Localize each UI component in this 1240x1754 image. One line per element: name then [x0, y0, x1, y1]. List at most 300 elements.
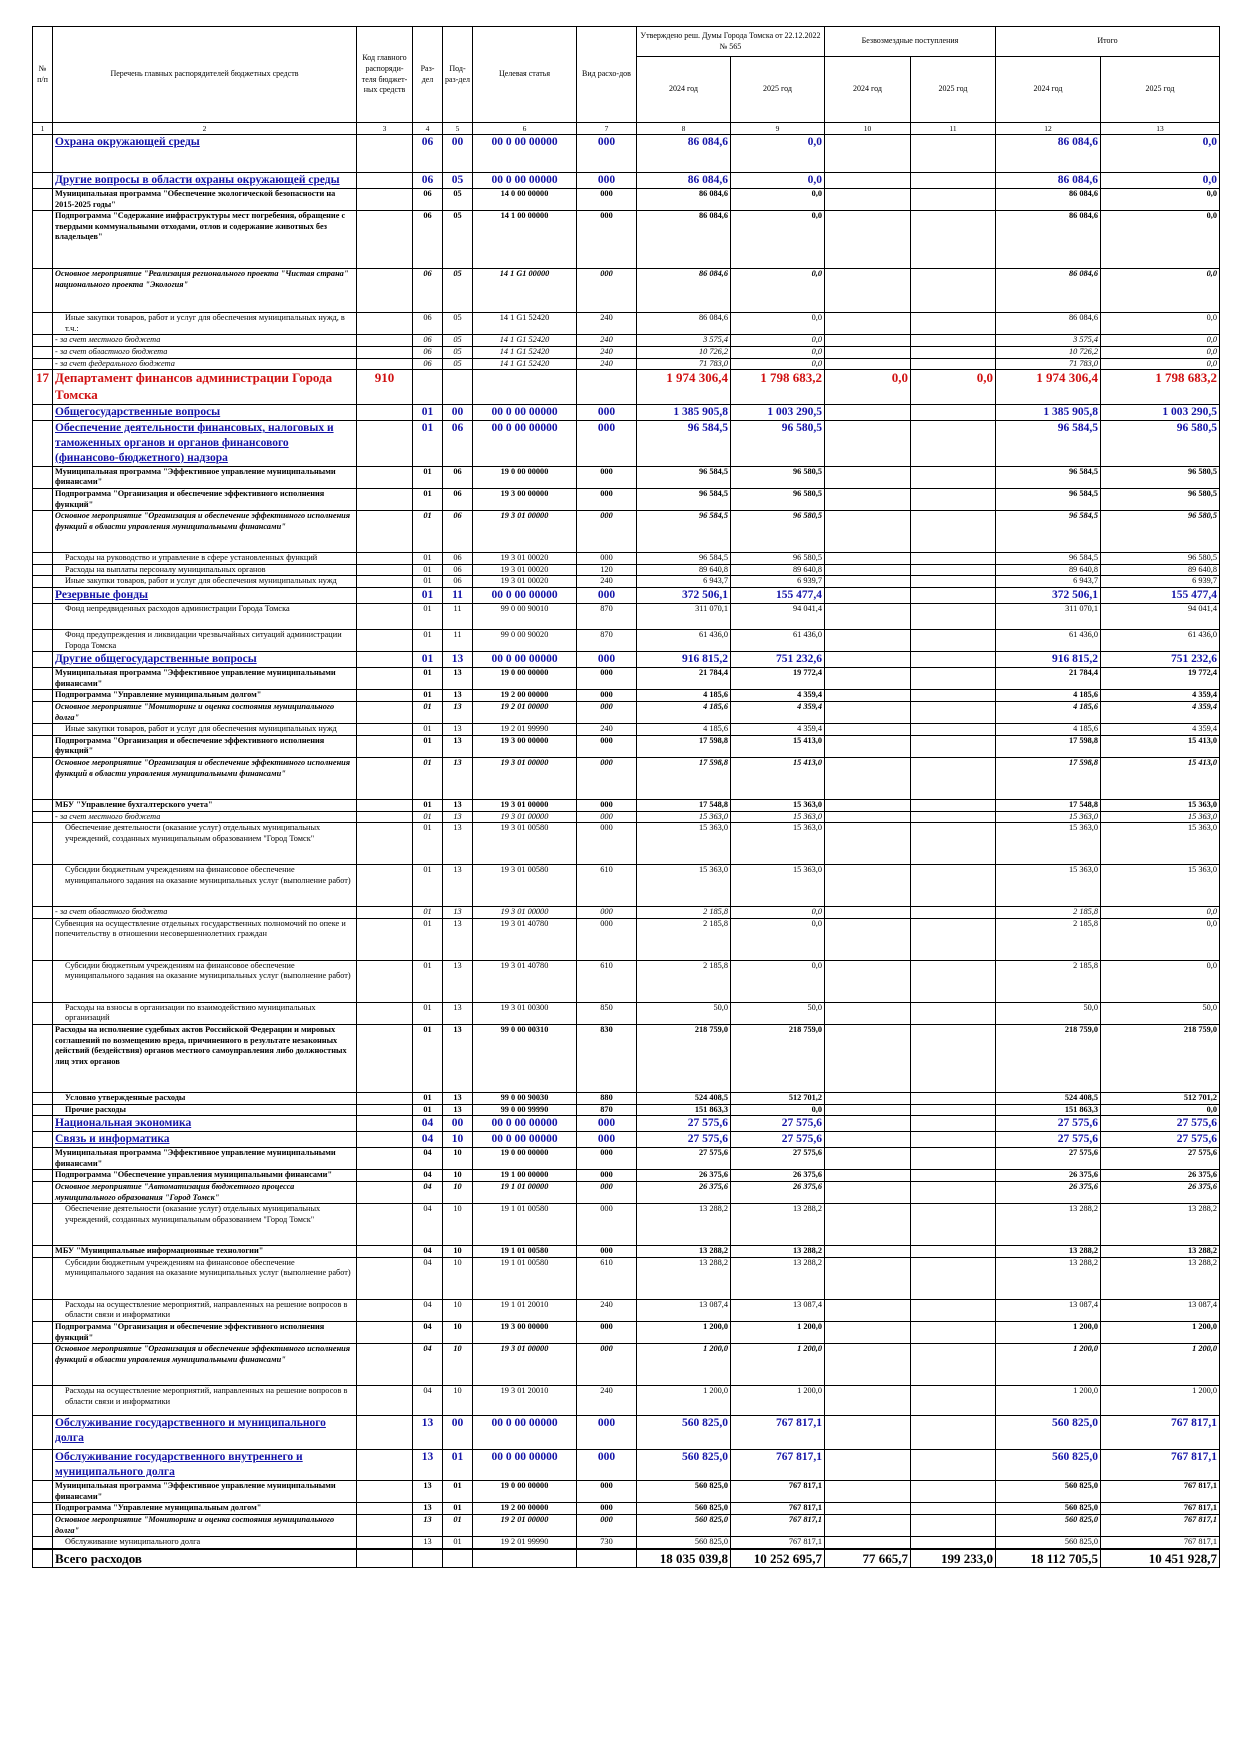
total-2025: 767 817,1 [1101, 1481, 1220, 1503]
free-2024 [825, 1537, 911, 1549]
gr-code [357, 1025, 413, 1093]
approved-2025: 0,0 [731, 313, 825, 335]
free-2025 [911, 735, 996, 757]
podrazdel: 05 [443, 335, 473, 347]
razdel: 01 [413, 488, 443, 510]
free-2024 [825, 420, 911, 466]
target-article: 00 0 00 00000 [473, 588, 577, 604]
gr-code [357, 404, 413, 420]
expense-type: 240 [577, 1386, 637, 1416]
podrazdel: 05 [443, 346, 473, 358]
col-number: 8 [637, 123, 731, 135]
approved-2025: 0,0 [731, 188, 825, 210]
approved-2025: 155 477,4 [731, 588, 825, 604]
free-2025 [911, 603, 996, 629]
target-article: 19 2 00 00000 [473, 690, 577, 702]
row-name: Подпрограмма "Содержание инфраструктуры мест погребения, обращение с твердыми коммунальными отходами, отлов и содержание животных без владельцев" [53, 211, 357, 269]
row-name: Охрана окружающей среды [53, 135, 357, 173]
podrazdel: 10 [443, 1299, 473, 1321]
target-article: 19 3 00 00000 [473, 488, 577, 510]
free-2024 [825, 603, 911, 629]
table-row [33, 1503, 1220, 1515]
approved-2024: 50,0 [637, 1002, 731, 1024]
total-2024: 27 575,6 [996, 1148, 1101, 1170]
row-name: Фонд непредвиденных расходов администрации Города Томска [53, 603, 357, 629]
table-row [33, 1514, 1220, 1536]
table-row [33, 488, 1220, 510]
gr-code [357, 346, 413, 358]
razdel: 06 [413, 173, 443, 189]
row-name: МБУ "Управление бухгалтерского учета" [53, 799, 357, 811]
free-2025 [911, 1450, 996, 1481]
row-name: - за счет областного бюджета [53, 346, 357, 358]
gr-code [357, 757, 413, 799]
gr-code [357, 918, 413, 960]
col-number: 7 [577, 123, 637, 135]
podrazdel: 00 [443, 404, 473, 420]
free-2025 [911, 1257, 996, 1299]
gr-code [357, 823, 413, 865]
total-2025: 15 363,0 [1101, 811, 1220, 823]
free-2024 [825, 1344, 911, 1386]
row-name: Подпрограмма "Обеспечение управления муниципальными финансами" [53, 1170, 357, 1182]
free-2024 [825, 735, 911, 757]
table-row [33, 799, 1220, 811]
row-name: Другие вопросы в области охраны окружающей среды [53, 173, 357, 189]
approved-2024: 61 436,0 [637, 629, 731, 651]
header-razdel: Раз-дел [413, 27, 443, 123]
total-2025: 13 288,2 [1101, 1246, 1220, 1258]
free-2024 [825, 757, 911, 799]
total-2025: 0,0 [1101, 960, 1220, 1002]
approved-2025: 96 580,5 [731, 511, 825, 553]
row-number [33, 466, 53, 488]
razdel: 01 [413, 1025, 443, 1093]
total-2024: 311 070,1 [996, 603, 1101, 629]
free-2025 [911, 701, 996, 723]
approved-2025: 0,0 [731, 346, 825, 358]
podrazdel: 05 [443, 358, 473, 370]
free-2025 [911, 724, 996, 736]
gr-code [357, 1386, 413, 1416]
row-number [33, 799, 53, 811]
target-article: 19 3 01 00020 [473, 564, 577, 576]
gr-code [357, 335, 413, 347]
approved-2024: 524 408,5 [637, 1093, 731, 1105]
podrazdel: 13 [443, 865, 473, 907]
row-number [33, 420, 53, 466]
approved-2025: 19 772,4 [731, 668, 825, 690]
free-2025 [911, 1204, 996, 1246]
row-number [33, 404, 53, 420]
razdel: 01 [413, 724, 443, 736]
approved-2024: 2 185,8 [637, 918, 731, 960]
razdel: 04 [413, 1344, 443, 1386]
table-row [33, 1416, 1220, 1450]
approved-2024: 27 575,6 [637, 1132, 731, 1148]
approved-2024: 86 084,6 [637, 135, 731, 173]
row-number [33, 652, 53, 668]
gr-code [357, 907, 413, 919]
row-name: Подпрограмма "Организация и обеспечение эффективного исполнения функций" [53, 1321, 357, 1343]
total-2025: 0,0 [1101, 211, 1220, 269]
expense-type: 240 [577, 335, 637, 347]
podrazdel: 06 [443, 553, 473, 565]
approved-2025: 1 003 290,5 [731, 404, 825, 420]
gr-code [357, 1416, 413, 1450]
free-2024 [825, 553, 911, 565]
total-2024: 560 825,0 [996, 1503, 1101, 1515]
approved-2025: 26 375,6 [731, 1181, 825, 1203]
free-2024 [825, 588, 911, 604]
approved-2024: 89 640,8 [637, 564, 731, 576]
total-2025: 0,0 [1101, 907, 1220, 919]
row-number [33, 173, 53, 189]
podrazdel: 13 [443, 724, 473, 736]
free-2025 [911, 629, 996, 651]
row-number [33, 1416, 53, 1450]
col-number: 11 [911, 123, 996, 135]
razdel: 06 [413, 188, 443, 210]
table-row [33, 211, 1220, 269]
approved-2025: 4 359,4 [731, 701, 825, 723]
total-2024: 6 943,7 [996, 576, 1101, 588]
expense-type: 000 [577, 211, 637, 269]
row-name: - за счет областного бюджета [53, 907, 357, 919]
target-article: 00 0 00 00000 [473, 404, 577, 420]
total-2025: 0,0 [1101, 188, 1220, 210]
target-article: 19 3 01 00020 [473, 576, 577, 588]
approved-2024: 96 584,5 [637, 488, 731, 510]
row-name: Всего расходов [53, 1549, 357, 1568]
razdel: 01 [413, 823, 443, 865]
free-2025 [911, 1170, 996, 1182]
target-article: 19 3 01 00000 [473, 907, 577, 919]
free-2024 [825, 1181, 911, 1203]
podrazdel: 01 [443, 1537, 473, 1549]
approved-2024: 15 363,0 [637, 823, 731, 865]
expense-type: 000 [577, 173, 637, 189]
expense-type: 000 [577, 757, 637, 799]
row-number [33, 1246, 53, 1258]
approved-2024: 1 200,0 [637, 1344, 731, 1386]
free-2025 [911, 1386, 996, 1416]
total-2025: 0,0 [1101, 346, 1220, 358]
approved-2024: 86 084,6 [637, 269, 731, 313]
podrazdel: 05 [443, 211, 473, 269]
free-2024 [825, 346, 911, 358]
table-row [33, 603, 1220, 629]
approved-2025: 767 817,1 [731, 1416, 825, 1450]
podrazdel: 10 [443, 1181, 473, 1203]
total-2024: 1 385 905,8 [996, 404, 1101, 420]
total-2025: 0,0 [1101, 135, 1220, 173]
expense-type: 000 [577, 907, 637, 919]
expense-type: 880 [577, 1093, 637, 1105]
target-article: 00 0 00 00000 [473, 1450, 577, 1481]
table-row [33, 188, 1220, 210]
row-name: Основное мероприятие "Мониторинг и оценка состояния муниципального долга" [53, 1514, 357, 1536]
target-article: 14 1 G1 52420 [473, 335, 577, 347]
free-2025 [911, 668, 996, 690]
approved-2025: 1 200,0 [731, 1321, 825, 1343]
row-name: Субсидии бюджетным учреждениям на финансовое обеспечение муниципального задания на оказание муниципальных услуг (выполнение работ) [53, 960, 357, 1002]
expense-type: 000 [577, 1503, 637, 1515]
total-2024: 524 408,5 [996, 1093, 1101, 1105]
free-2024 [825, 313, 911, 335]
expense-type: 000 [577, 690, 637, 702]
expense-type: 240 [577, 576, 637, 588]
approved-2024: 86 084,6 [637, 211, 731, 269]
target-article [473, 370, 577, 405]
table-row [33, 1299, 1220, 1321]
header-total: Итого [996, 27, 1220, 57]
row-number [33, 1386, 53, 1416]
approved-2025: 61 436,0 [731, 629, 825, 651]
free-2025 [911, 420, 996, 466]
target-article: 14 1 00 00000 [473, 211, 577, 269]
row-name: Иные закупки товаров, работ и услуг для обеспечения муниципальных нужд, в т.ч.: [53, 313, 357, 335]
gr-code [357, 269, 413, 313]
approved-2024: 96 584,5 [637, 553, 731, 565]
header-year: 2024 год [637, 57, 731, 123]
table-row [33, 1181, 1220, 1203]
gr-code [357, 629, 413, 651]
free-2024 [825, 1204, 911, 1246]
free-2025 [911, 313, 996, 335]
free-2024 [825, 1116, 911, 1132]
free-2024 [825, 188, 911, 210]
target-article: 14 1 G1 52420 [473, 313, 577, 335]
free-2024 [825, 1148, 911, 1170]
razdel: 13 [413, 1537, 443, 1549]
free-2025 [911, 1481, 996, 1503]
razdel: 13 [413, 1416, 443, 1450]
free-2025 [911, 1344, 996, 1386]
row-name: Муниципальная программа "Обеспечение экологической безопасности на 2015-2025 годы" [53, 188, 357, 210]
expense-type: 730 [577, 1537, 637, 1549]
expense-type: 870 [577, 603, 637, 629]
approved-2024: 18 035 039,8 [637, 1549, 731, 1568]
approved-2025: 96 580,5 [731, 553, 825, 565]
row-number [33, 553, 53, 565]
razdel: 04 [413, 1321, 443, 1343]
expense-type: 000 [577, 1148, 637, 1170]
free-2025 [911, 1514, 996, 1536]
podrazdel: 13 [443, 1093, 473, 1105]
total-2025: 61 436,0 [1101, 629, 1220, 651]
approved-2025: 767 817,1 [731, 1450, 825, 1481]
row-number [33, 1181, 53, 1203]
approved-2025: 0,0 [731, 960, 825, 1002]
table-row [33, 1025, 1220, 1093]
razdel: 01 [413, 907, 443, 919]
row-number [33, 1321, 53, 1343]
razdel: 01 [413, 799, 443, 811]
free-2025 [911, 907, 996, 919]
approved-2025: 89 640,8 [731, 564, 825, 576]
podrazdel: 01 [443, 1481, 473, 1503]
row-number [33, 211, 53, 269]
gr-code [357, 960, 413, 1002]
total-2024: 15 363,0 [996, 865, 1101, 907]
total-2024: 17 598,8 [996, 735, 1101, 757]
approved-2024: 10 726,2 [637, 346, 731, 358]
target-article: 99 0 00 90020 [473, 629, 577, 651]
approved-2025: 4 359,4 [731, 690, 825, 702]
free-2025 [911, 823, 996, 865]
expense-type: 870 [577, 1104, 637, 1116]
expense-type [577, 370, 637, 405]
row-name: Основное мероприятие "Реализация регионального проекта "Чистая страна" национального проекта "Экология" [53, 269, 357, 313]
razdel: 06 [413, 346, 443, 358]
free-2024 [825, 865, 911, 907]
expense-type: 240 [577, 1299, 637, 1321]
podrazdel: 10 [443, 1132, 473, 1148]
total-2025: 4 359,4 [1101, 701, 1220, 723]
gr-code [357, 553, 413, 565]
razdel: 01 [413, 603, 443, 629]
approved-2025: 0,0 [731, 173, 825, 189]
row-name: Обслуживание государственного и муниципального долга [53, 1416, 357, 1450]
total-2024: 560 825,0 [996, 1481, 1101, 1503]
approved-2025: 96 580,5 [731, 488, 825, 510]
row-name: Расходы на исполнение судебных актов Российской Федерации и мировых соглашений по возмещению вреда, причиненного в результате незаконных действий (бездействия) органов местного самоуправления либо должностных лиц этих органов [53, 1025, 357, 1093]
target-article: 14 1 G1 52420 [473, 358, 577, 370]
row-name: Основное мероприятие "Мониторинг и оценка состояния муниципального долга" [53, 701, 357, 723]
razdel: 01 [413, 564, 443, 576]
razdel: 04 [413, 1257, 443, 1299]
approved-2025: 27 575,6 [731, 1148, 825, 1170]
target-article: 19 0 00 00000 [473, 1148, 577, 1170]
free-2024 [825, 1416, 911, 1450]
gr-code [357, 865, 413, 907]
target-article: 99 0 00 00310 [473, 1025, 577, 1093]
table-row [33, 335, 1220, 347]
free-2025 [911, 576, 996, 588]
approved-2024: 1 974 306,4 [637, 370, 731, 405]
free-2024 [825, 1299, 911, 1321]
target-article: 00 0 00 00000 [473, 1416, 577, 1450]
gr-code [357, 313, 413, 335]
row-name: Иные закупки товаров, работ и услуг для обеспечения муниципальных нужд [53, 724, 357, 736]
row-name: Субсидии бюджетным учреждениям на финансовое обеспечение муниципального задания на оказание муниципальных услуг (выполнение работ) [53, 865, 357, 907]
approved-2024: 2 185,8 [637, 907, 731, 919]
table-row [33, 724, 1220, 736]
table-row [33, 420, 1220, 466]
total-2024: 86 084,6 [996, 135, 1101, 173]
total-2025: 0,0 [1101, 918, 1220, 960]
podrazdel: 13 [443, 918, 473, 960]
razdel: 04 [413, 1246, 443, 1258]
target-article: 19 1 01 00580 [473, 1257, 577, 1299]
row-number [33, 1549, 53, 1568]
gr-code [357, 690, 413, 702]
podrazdel: 10 [443, 1386, 473, 1416]
razdel: 01 [413, 811, 443, 823]
gr-code [357, 1181, 413, 1203]
gr-code [357, 811, 413, 823]
total-2025: 15 413,0 [1101, 735, 1220, 757]
row-number [33, 511, 53, 553]
total-2025: 15 363,0 [1101, 865, 1220, 907]
free-2024 [825, 269, 911, 313]
expense-type: 240 [577, 313, 637, 335]
approved-2024: 1 385 905,8 [637, 404, 731, 420]
razdel: 04 [413, 1386, 443, 1416]
razdel: 13 [413, 1481, 443, 1503]
table-row [33, 1148, 1220, 1170]
total-2025: 13 288,2 [1101, 1204, 1220, 1246]
table-row [33, 1386, 1220, 1416]
approved-2025: 1 798 683,2 [731, 370, 825, 405]
razdel: 01 [413, 420, 443, 466]
approved-2024: 3 575,4 [637, 335, 731, 347]
free-2025 [911, 335, 996, 347]
podrazdel: 13 [443, 652, 473, 668]
free-2025 [911, 1181, 996, 1203]
total-2025: 767 817,1 [1101, 1537, 1220, 1549]
free-2025 [911, 1093, 996, 1105]
total-2024: 18 112 705,5 [996, 1549, 1101, 1568]
gr-code [357, 1104, 413, 1116]
total-2025: 89 640,8 [1101, 564, 1220, 576]
free-2024 [825, 668, 911, 690]
expense-type: 610 [577, 1257, 637, 1299]
total-2024: 218 759,0 [996, 1025, 1101, 1093]
total-2024: 4 185,6 [996, 701, 1101, 723]
total-2025: 512 701,2 [1101, 1093, 1220, 1105]
podrazdel: 13 [443, 690, 473, 702]
total-2025: 94 041,4 [1101, 603, 1220, 629]
total-2024: 27 575,6 [996, 1132, 1101, 1148]
total-2025: 27 575,6 [1101, 1148, 1220, 1170]
free-2024 [825, 404, 911, 420]
razdel: 13 [413, 1514, 443, 1536]
gr-code [357, 1132, 413, 1148]
target-article: 19 3 01 00020 [473, 553, 577, 565]
expense-type: 000 [577, 1116, 637, 1132]
approved-2024: 916 815,2 [637, 652, 731, 668]
free-2025 [911, 960, 996, 1002]
podrazdel: 01 [443, 1450, 473, 1481]
razdel: 06 [413, 135, 443, 173]
row-name: Муниципальная программа "Эффективное управление муниципальными финансами" [53, 466, 357, 488]
approved-2024: 1 200,0 [637, 1386, 731, 1416]
row-number [33, 135, 53, 173]
free-2025 [911, 799, 996, 811]
target-article: 19 0 00 00000 [473, 1481, 577, 1503]
table-row [33, 370, 1220, 405]
approved-2024: 2 185,8 [637, 960, 731, 1002]
gr-code [357, 420, 413, 466]
total-2025: 96 580,5 [1101, 488, 1220, 510]
razdel [413, 1549, 443, 1568]
free-2024 [825, 1093, 911, 1105]
total-2025: 0,0 [1101, 269, 1220, 313]
gr-code [357, 1148, 413, 1170]
free-2024 [825, 918, 911, 960]
table-row [33, 576, 1220, 588]
target-article: 14 0 00 00000 [473, 188, 577, 210]
podrazdel: 05 [443, 313, 473, 335]
total-2024: 560 825,0 [996, 1450, 1101, 1481]
approved-2024: 13 288,2 [637, 1204, 731, 1246]
target-article: 19 2 01 99990 [473, 724, 577, 736]
gr-code [357, 1514, 413, 1536]
total-2024: 4 185,6 [996, 724, 1101, 736]
approved-2024: 151 863,3 [637, 1104, 731, 1116]
